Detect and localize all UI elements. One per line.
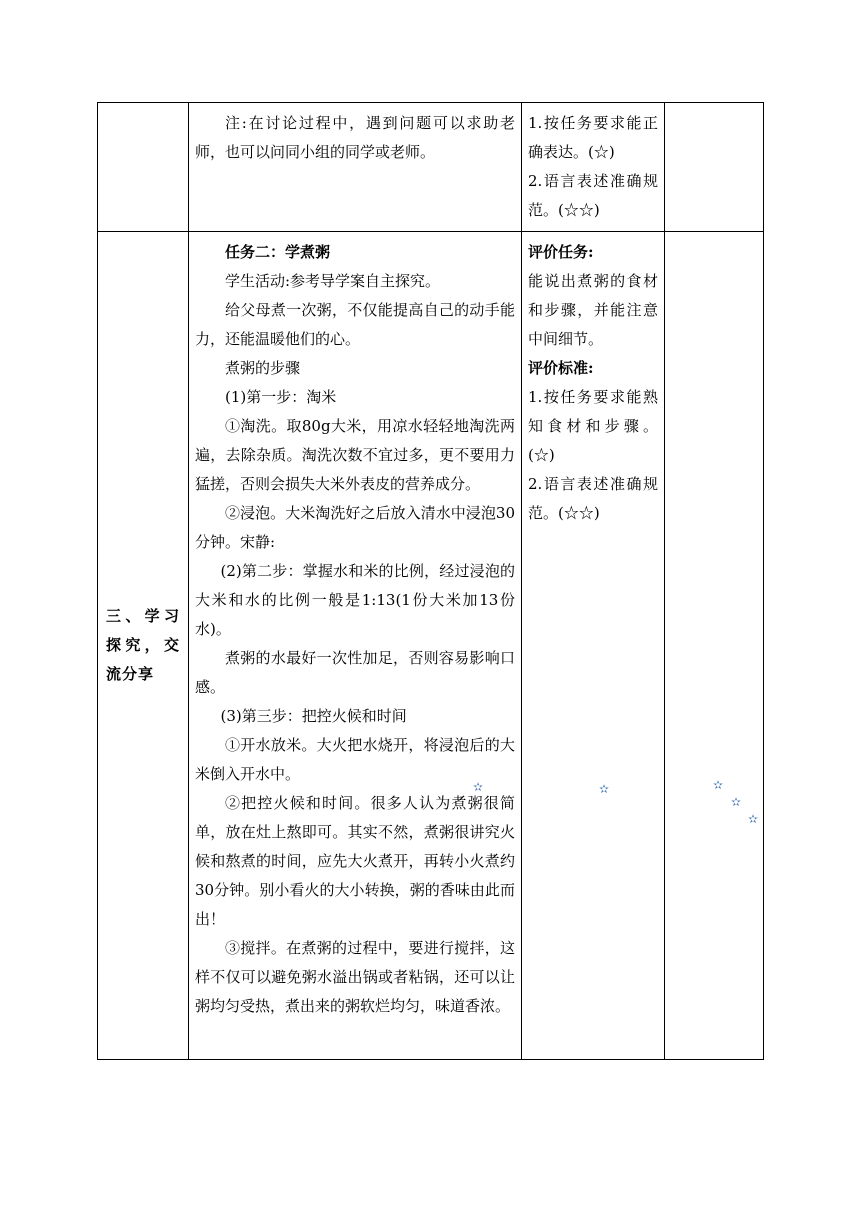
step-2: (2)第二步：掌握水和米的比例，经过浸泡的大米和水的比例一般是1:13(1份大米加13份水)。 xyxy=(195,562,515,638)
star-icon: ✫ xyxy=(713,778,724,792)
step-3-c: ③搅拌。在煮粥的过程中，要进行搅拌，这样不仅可以避免粥水溢出锅或者粘锅，还可以让粥均匀受热，煮出来的粥软烂均匀，味道香浓。 xyxy=(195,939,515,1015)
intro-paragraph: 给父母煮一次粥，不仅能提高自己的动手能力，还能温暖他们的心。 xyxy=(195,301,515,348)
step-3-a: ①开水放米。大火把水烧开，将浸泡后的大米倒入开水中。 xyxy=(195,736,515,783)
standard-criterion-1: 1.按任务要求能熟知食材和步骤。(☆) xyxy=(528,388,658,464)
step-3-b: ②把控火候和时间。很多人认为煮粥很简单，放在灶上熬即可。其实不然，煮粥很讲究火候和熬煮的时间，应先大火煮开，再转小火煮约30分钟。别小看火的大小转换，粥的香味由此而出！ xyxy=(195,794,515,928)
stage-label: 三、学习探究，交流分享 xyxy=(106,607,180,683)
student-activity: 学生活动:参考导学案自主探究。 xyxy=(225,272,441,290)
criterion-1: 1.按任务要求能正确表达。(☆) xyxy=(528,114,658,161)
star-icon: ✫ xyxy=(748,812,759,826)
step-3-heading: (3)第三步：把控火候和时间 xyxy=(220,707,407,725)
star-icon: ✫ xyxy=(731,795,742,809)
stage-cell xyxy=(98,232,189,1060)
evaluation-task-label: 评价任务: xyxy=(528,243,594,261)
table-row xyxy=(98,103,764,232)
task-title: 任务二：学煮粥 xyxy=(225,243,331,261)
star-icon: ✫ xyxy=(473,780,484,794)
note-text: 注:在讨论过程中，遇到问题可以求助老师，也可以问同小组的同学或老师。 xyxy=(195,114,515,161)
evaluation-standard-label: 评价标准: xyxy=(528,359,594,377)
lesson-plan-table xyxy=(97,102,764,1060)
standard-criterion-2: 2.语言表述准确规范。(☆☆) xyxy=(528,475,658,522)
evaluation-cell xyxy=(522,232,665,1060)
step-1-b: ②浸泡。大米淘洗好之后放入清水中浸泡30分钟。宋静: xyxy=(195,504,515,551)
empty-cell xyxy=(665,103,764,232)
evaluation-cell xyxy=(522,103,665,232)
activity-cell xyxy=(189,232,522,1060)
empty-cell xyxy=(665,232,764,1060)
steps-heading: 煮粥的步骤 xyxy=(225,359,301,377)
criterion-2: 2.语言表述准确规范。(☆☆) xyxy=(528,172,658,219)
step-1-heading: (1)第一步：淘米 xyxy=(225,388,337,406)
step-1-a: ①淘洗。取80g大米，用凉水轻轻地淘洗两遍，去除杂质。淘洗次数不宜过多，更不要用力猛搓，否则会损失大米外表皮的营养成分。 xyxy=(195,417,515,493)
stage-cell-empty xyxy=(98,103,189,232)
table-row xyxy=(98,232,764,1060)
star-icon: ✫ xyxy=(599,782,610,796)
step-2-note: 煮粥的水最好一次性加足，否则容易影响口感。 xyxy=(195,649,515,696)
evaluation-task-text: 能说出煮粥的食材和步骤，并能注意中间细节。 xyxy=(528,272,658,348)
activity-cell xyxy=(189,103,522,232)
